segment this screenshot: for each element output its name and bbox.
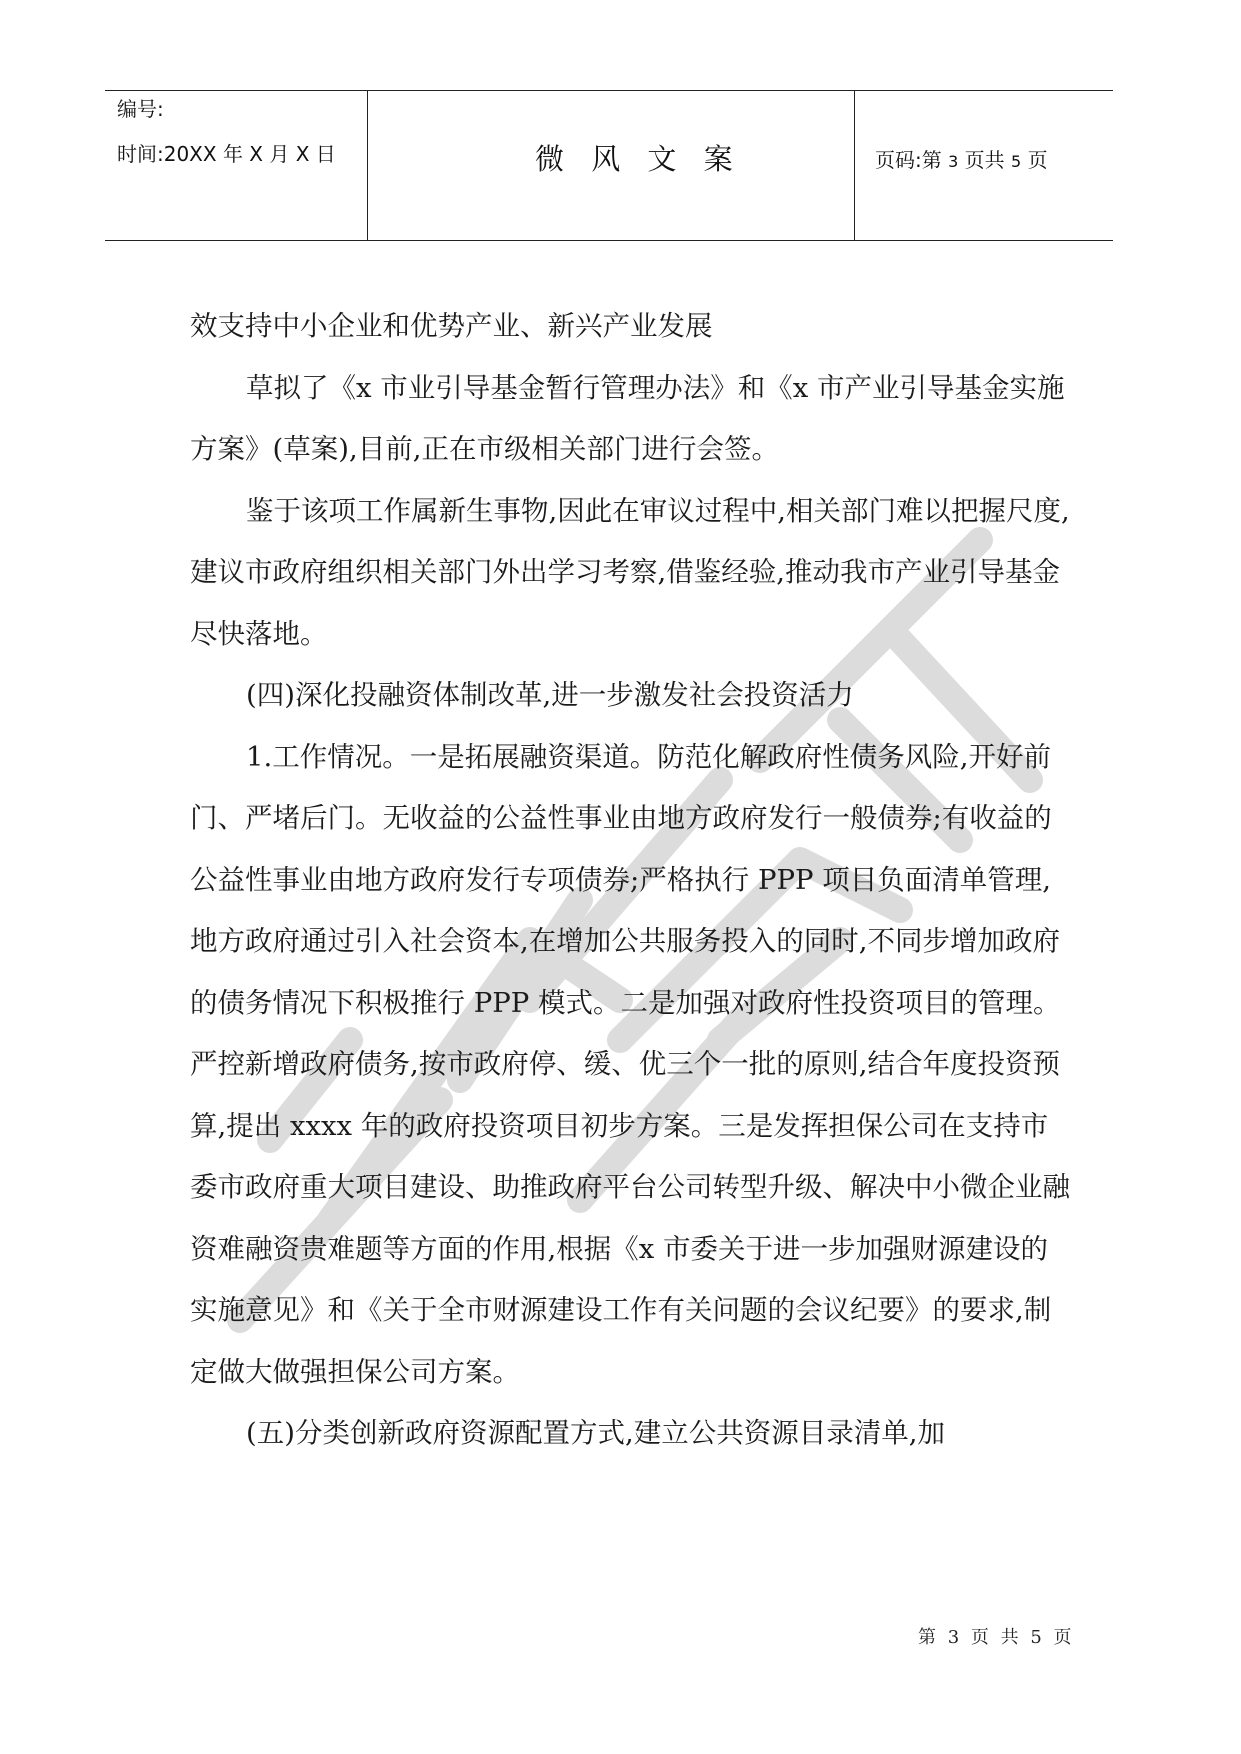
document-number-label: 编号: [117, 97, 164, 121]
paragraph-suggestion: 鉴于该项工作属新生事物,因此在审议过程中,相关部门难以把握尺度,建议市政府组织相关部门外出学习考察,借鉴经验,推动我市产业引导基金尽快落地。 [190, 494, 1070, 650]
page-prefix: 页码:第 [875, 148, 942, 172]
section-heading-5: (五)分类创新政府资源配置方式,建立公共资源目录清单,加 [246, 1417, 945, 1449]
paragraph-continuation: 效支持中小企业和优势产业、新兴产业发展 [190, 310, 713, 342]
header-divider-right [854, 91, 855, 240]
page-current: 3 [948, 152, 959, 171]
header-page-indicator [875, 144, 1048, 173]
page-mid: 页共 [964, 148, 1005, 172]
header-divider-left [367, 91, 368, 240]
header-table [105, 90, 1113, 241]
section-heading-4: (四)深化投融资体制改革,进一步激发社会投资活力 [246, 679, 854, 711]
page-footer: 第 3 页 共 5 页 [918, 1627, 1075, 1648]
paragraph-work-status: 1.工作情况。一是拓展融资渠道。防范化解政府性债务风险,开好前门、严堵后门。无收益的公益性事业由地方政府发行一般债券;有收益的公益性事业由地方政府发行专项债券;严格执行 PPP 项目负面清单管理,地方政府通过引入社会资本,在增加公共服务投入的同时,不同步增加政府的债务情况下积极推行 PPP 模式。二是加强对政府性投资项目的管理。严控新增政府债务,按市政府停、缓、优三个一批的原则,结合年度投资预算,提出 xxxx 年的政府投资项目初步方案。三是发挥担保公司在支持市委市政府重大项目建设、助推政府平台公司转型升级、解决中小微企业融资难融资贵难题等方面的作用,根据《x 市委关于进一步加强财源建设的实施意见》和《关于全市财源建设工作有关问题的会议纪要》的要求,制定做大做强担保公司方案。 [190, 740, 1070, 1388]
document-title: 微 风 文 案 [535, 142, 742, 176]
paragraph-draft: 草拟了《x 市业引导基金暂行管理办法》和《x 市产业引导基金实施方案》(草案),目前,正在市级相关部门进行会签。 [190, 371, 1065, 465]
body-text [190, 296, 1070, 1465]
page-total: 5 [1011, 152, 1022, 171]
page-suffix: 页 [1027, 148, 1048, 172]
document-time-label: 时间:20XX 年 X 月 X 日 [117, 142, 336, 166]
